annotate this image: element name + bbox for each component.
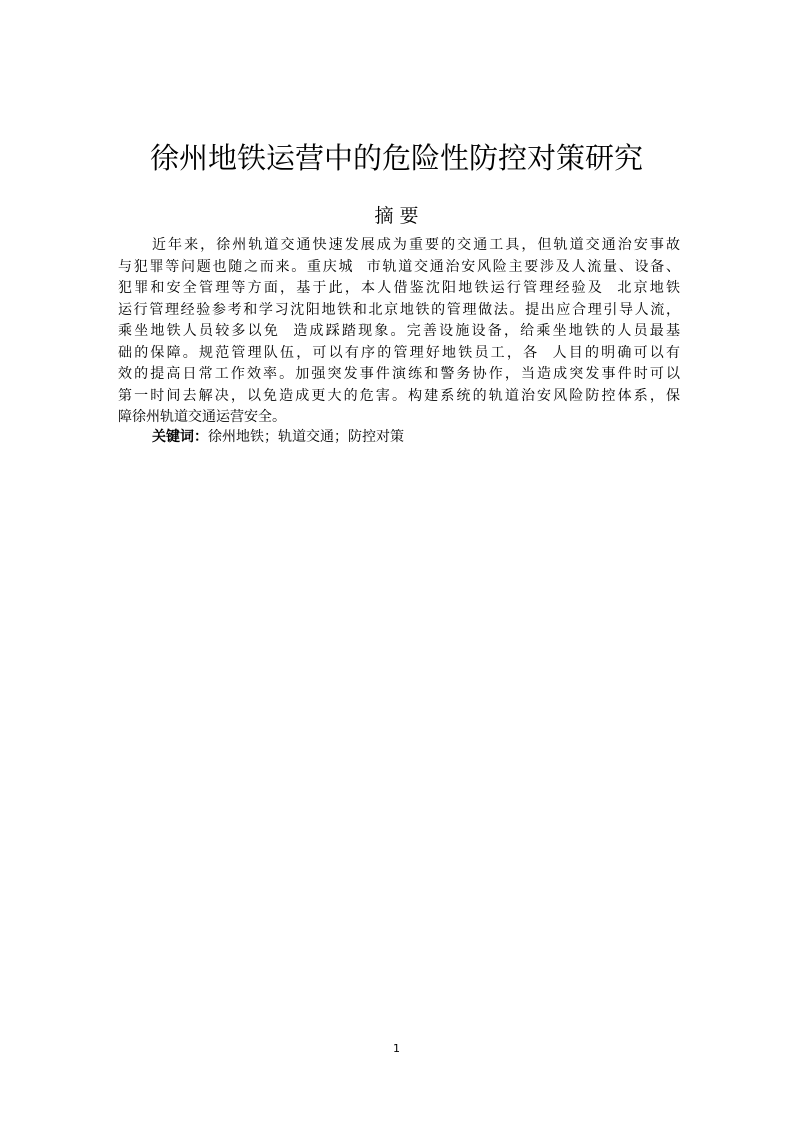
abstract-line: 犯罪和安全管理等方面，基于此，本人借鉴沈阳地铁运行管理经验及 北京地铁 <box>118 280 680 296</box>
abstract-line: 近年来，徐州轨道交通快速发展成为重要的交通工具，但轨道交通治安事故 <box>152 237 680 253</box>
abstract-heading: 摘 要 <box>374 205 419 227</box>
keywords-value: 徐州地铁；轨道交通；防控对策 <box>208 429 404 445</box>
abstract-line: 效的提高日常工作效率。加强突发事件演练和警务协作，当造成突发事件时可以 <box>118 366 680 382</box>
abstract-line: 与犯罪等问题也随之而来。重庆城 市轨道交通治安风险主要涉及人流量、设备、 <box>118 258 680 275</box>
abstract-line: 第一时间去解决，以免造成更大的危害。构建系统的轨道治安风险防控体系，保 <box>118 387 680 404</box>
keywords <box>152 427 404 448</box>
abstract-line: 运行管理经验参考和学习沈阳地铁和北京地铁的管理做法。提出应合理引导人流， <box>118 301 680 318</box>
page-number: 1 <box>393 1042 400 1055</box>
abstract-line: 障徐州轨道交通运营安全。 <box>118 409 286 425</box>
abstract-line: 础的保障。规范管理队伍，可以有序的管理好地铁员工，各 人目的明确可以有 <box>118 344 680 361</box>
keywords-label: 关键词： <box>152 429 208 445</box>
abstract-paragraph <box>118 235 680 429</box>
abstract-line: 乘坐地铁人员较多以免 造成踩踏现象。完善设施设备，给乘坐地铁的人员最基 <box>118 323 680 339</box>
document-title: 徐州地铁运营中的危险性防控对策研究 <box>149 141 643 175</box>
